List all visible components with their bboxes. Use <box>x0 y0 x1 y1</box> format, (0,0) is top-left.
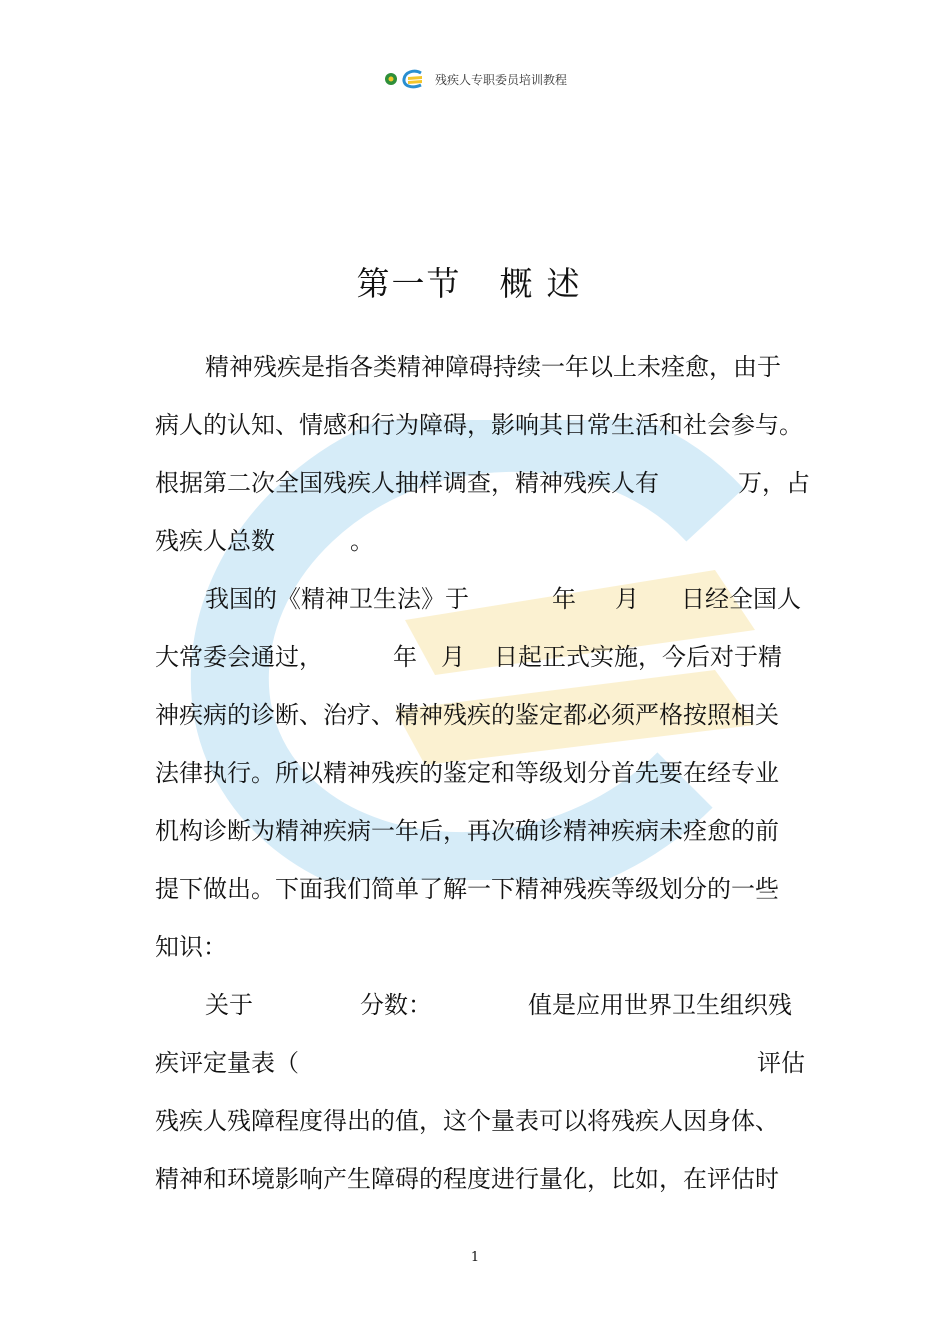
header-title: 残疾人专职委员培训教程 <box>434 72 567 87</box>
text-segment: 精神和环境影响产生障碍的程度进行量化，比如，在评估时 <box>155 1165 779 1193</box>
text-segment: 知识： <box>155 933 227 961</box>
text-segment: 。 <box>350 527 374 555</box>
text-segment: 日起正式实施，今后对于精 <box>494 643 782 671</box>
text-segment: 法律执行。所以精神残疾的鉴定和等级划分首先要在经专业 <box>155 759 779 787</box>
text-segment: 分数： <box>360 991 432 1019</box>
text-segment: 我国的《精神卫生法》于 <box>205 585 469 613</box>
cdpf-flower-logo-icon <box>383 67 427 91</box>
text-line <box>155 1092 805 1150</box>
text-segment: 残疾人总数 <box>155 527 275 555</box>
text-line <box>155 454 810 512</box>
text-segment: 月 <box>441 643 465 671</box>
text-segment: 日经全国人 <box>681 585 801 613</box>
text-segment: 大常委会通过， <box>155 643 323 671</box>
text-segment: 神疾病的诊断、治疗、精神残疾的鉴定都必须严格按照相关 <box>155 701 779 729</box>
text-line <box>155 512 805 570</box>
text-segment: 残疾人残障程度得出的值，这个量表可以将残疾人因身体、 <box>155 1107 779 1135</box>
section-title <box>0 258 950 305</box>
text-line <box>155 570 805 628</box>
text-segment: 病人的认知、情感和行为障碍，影响其日常生活和社会参与。 <box>155 411 803 439</box>
text-segment: 关于 <box>205 991 253 1019</box>
text-segment: 机构诊断为精神疾病一年后，再次确诊精神疾病未痊愈的前 <box>155 817 779 845</box>
text-line <box>155 396 805 454</box>
text-line <box>155 802 805 860</box>
text-segment: 疾评定量表（ <box>155 1049 299 1077</box>
text-segment: 评估 <box>757 1049 805 1077</box>
section-heading: 概述 <box>499 264 594 303</box>
text-line <box>155 628 805 686</box>
text-line <box>155 744 805 802</box>
text-segment: 根据第二次全国残疾人抽样调查，精神残疾人有 <box>155 469 659 497</box>
text-line <box>155 860 805 918</box>
text-segment: 提下做出。下面我们简单了解一下精神残疾等级划分的一些 <box>155 875 779 903</box>
body-text <box>155 338 810 1208</box>
text-line <box>155 976 805 1034</box>
text-line <box>155 1150 805 1208</box>
text-line <box>155 686 805 744</box>
page-number: 1 <box>470 1250 480 1265</box>
text-segment: 万，占 <box>738 469 810 497</box>
text-line <box>155 1034 805 1092</box>
section-number: 第一节 <box>356 264 462 303</box>
text-segment: 年 <box>552 585 576 613</box>
page-header <box>0 66 950 92</box>
text-segment: 精神残疾是指各类精神障碍持续一年以上未痊愈，由于 <box>205 353 781 381</box>
text-line <box>155 338 805 396</box>
text-line <box>155 918 805 976</box>
text-segment: 值是应用世界卫生组织残 <box>528 991 792 1019</box>
text-segment: 年 <box>393 643 417 671</box>
text-segment: 月 <box>615 585 639 613</box>
